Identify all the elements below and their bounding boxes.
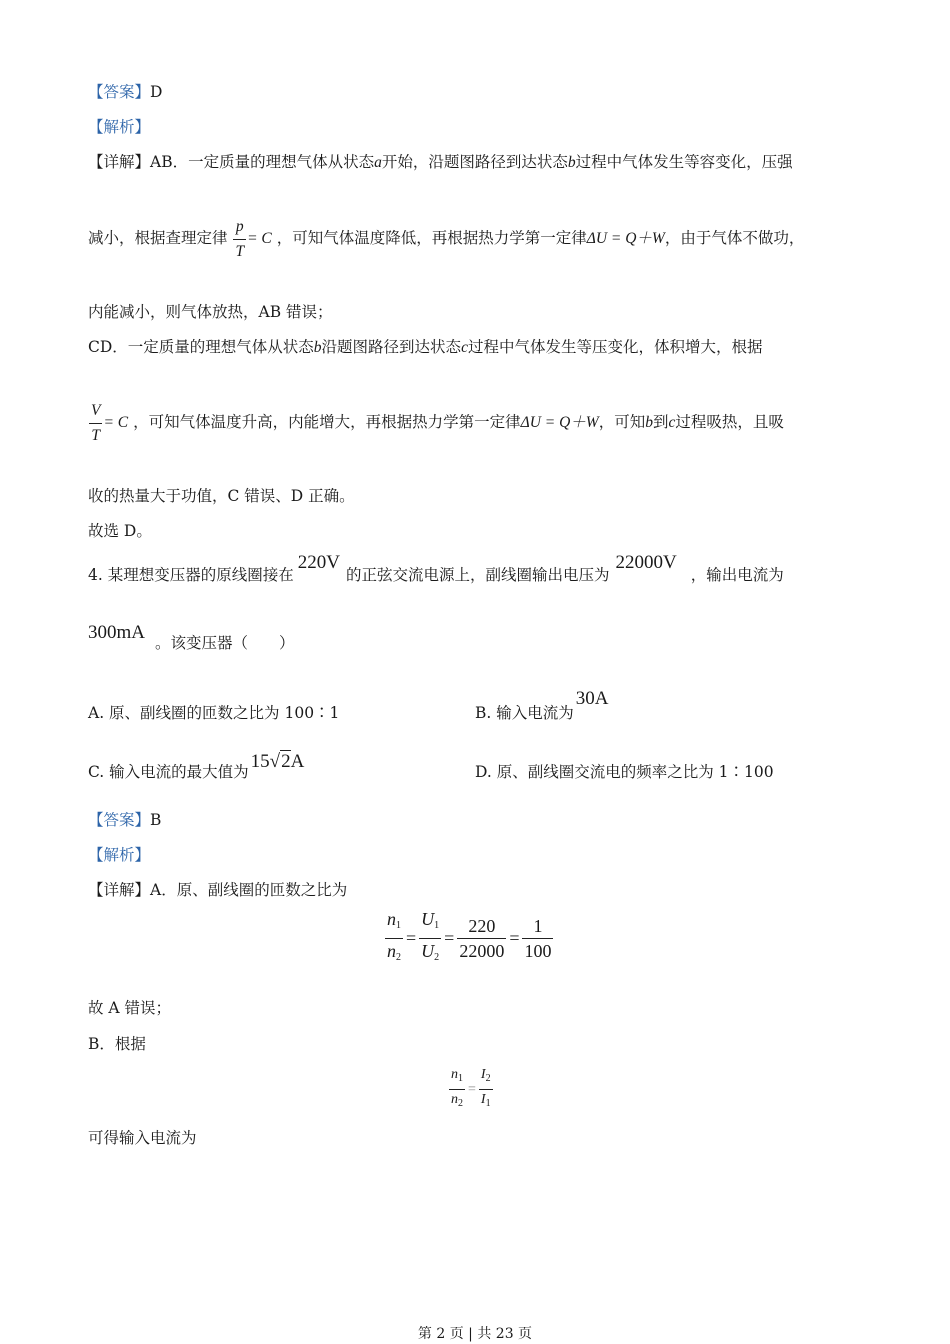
q4-detail-line-1: 【详解】A．原、副线圈的匝数之比为 [88, 881, 348, 899]
answer-line-q3 [88, 82, 162, 102]
answer-tag: 【答案】 [88, 83, 151, 101]
first-law-equation: ΔU = Q＋W [586, 230, 665, 247]
detail-line-6: 收的热量大于功值，C 错误、D 正确。 [88, 487, 355, 505]
answer-value: D [150, 83, 163, 101]
conclusion-line: 故选 D。 [88, 522, 152, 540]
detail-tag: 【详解】 [88, 153, 151, 171]
detail-line-3: 内能减小，则气体放热，AB 错误； [88, 303, 333, 321]
page-footer: 第 2 页 | 共 23 页 [417, 1326, 533, 1342]
option-d: D. 原、副线圈交流电的频率之比为 1∶100 [475, 763, 774, 781]
charles-law-fraction: $\frac{p}{T}$ [233, 216, 246, 263]
analysis-tag-q3: 【解析】 [88, 118, 151, 136]
detail-line-1: 【详解】AB．一定质量的理想气体从状态a开始，沿题图路径到达状态b过程中气体发生等容变化，压强 [88, 153, 793, 171]
q4-stem-line-1: 4. 某理想变压器的原线圈接在220V的正弦交流电源上，副线圈输出电压为22000V，输出电流为 [88, 552, 784, 584]
detail-line-5: $\frac{V}{T}$ = C ，可知气体温度升高，内能增大，再根据热力学第一定律ΔU = Q＋W，可知b到c过程吸热，且吸 [88, 398, 784, 447]
option-a: A. 原、副线圈的匝数之比为 100∶1 [88, 704, 340, 722]
q4-detail-line-3: B．根据 [88, 1035, 146, 1053]
turns-ratio-equation: $\frac{n_1}{n_2}$ = $\frac{U_1}{U_2}$ = $\frac{220}{22000}$ = $\frac{1}{100}$ [384, 908, 554, 969]
gay-lussac-fraction: $\frac{V}{T}$ [89, 400, 102, 447]
q4-detail-line-4: 可得输入电流为 [88, 1129, 197, 1147]
current-ratio-equation: $\frac{n_1}{n_2}$ = $\frac{I_2}{I_1}$ [448, 1066, 494, 1113]
option-b: B. 输入电流为30A [475, 688, 609, 722]
analysis-tag-q4: 【解析】 [88, 846, 151, 864]
q4-detail-line-2: 故 A 错误； [88, 999, 172, 1017]
option-c: C. 输入电流的最大值为 15√2A [88, 751, 305, 781]
answer-line-q4: 【答案】B [88, 811, 162, 829]
q4-stem-line-2: 300mA 。该变压器（ ） [88, 622, 295, 652]
detail-line-2: 减小，根据查理定律 $\frac{p}{T}$ = C ，可知气体温度降低，再根据热力学第一定律ΔU = Q＋W，由于气体不做功， [88, 214, 804, 263]
detail-line-4: CD．一定质量的理想气体从状态b沿题图路径到达状态c过程中气体发生等压变化，体积增大，根据 [88, 338, 763, 356]
